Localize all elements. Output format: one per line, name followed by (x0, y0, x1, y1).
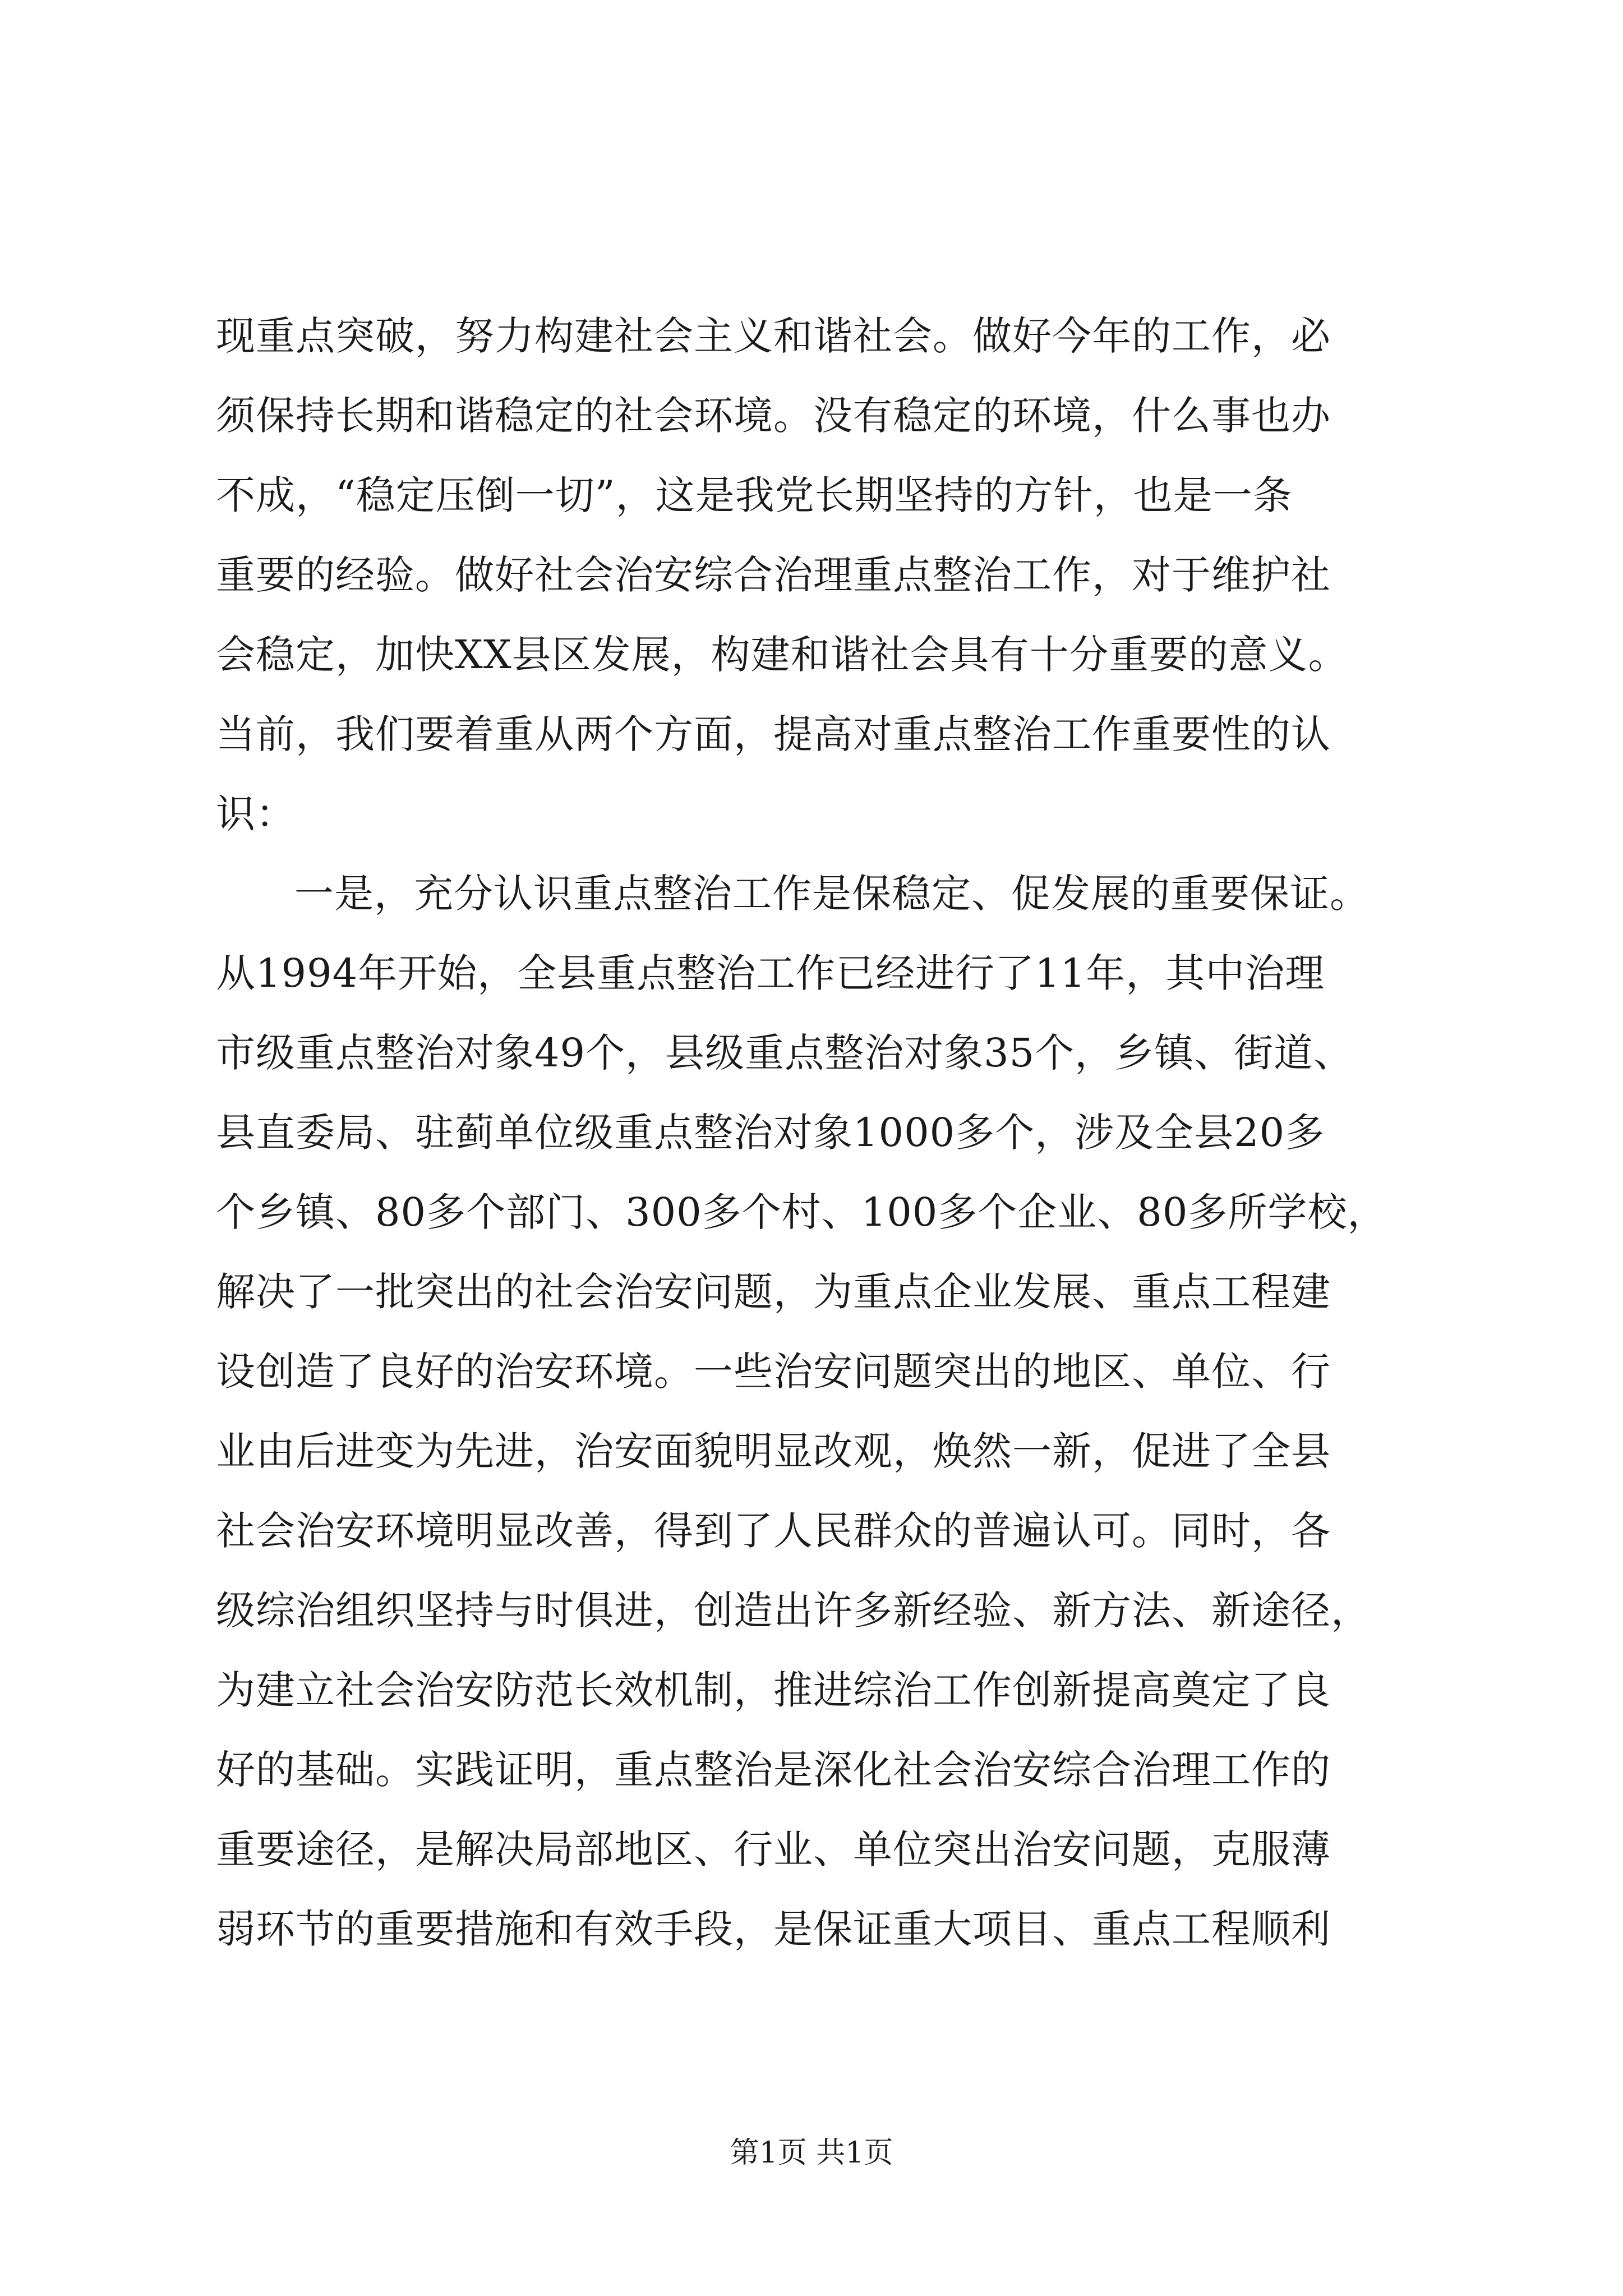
body-text (216, 296, 1416, 1969)
text-line: 好的基础。实践证明，重点整治是深化社会治安综合治理工作的 (216, 1747, 1331, 1793)
text-line: 县直委局、驻蓟单位级重点整治对象1000多个，涉及全县20多 (216, 1110, 1325, 1156)
text-line: 须保持长期和谐稳定的社会环境。没有稳定的环境，什么事也办 (216, 393, 1331, 439)
text-line: 不成，“稳定压倒一切”，这是我党长期坚持的方针，也是一条 (216, 472, 1293, 518)
text-line: 识： (216, 791, 296, 837)
text-line: 市级重点整治对象49个，县级重点整治对象35个，乡镇、街道、 (216, 1030, 1354, 1076)
text-line: 解决了一批突出的社会治安问题，为重点企业发展、重点工程建 (216, 1269, 1331, 1315)
text-line: 重要的经验。做好社会治安综合治理重点整治工作，对于维护社 (216, 552, 1331, 598)
text-line: 重要途径，是解决局部地区、行业、单位突出治安问题，克服薄 (216, 1826, 1331, 1872)
text-line: 社会治安环境明显改善，得到了人民群众的普遍认可。同时，各 (216, 1508, 1331, 1554)
text-line: 从1994年开始，全县重点整治工作已经进行了11年，其中治理 (216, 950, 1325, 996)
page-footer: 第1页 共1页 (730, 2136, 893, 2170)
text-line: 会稳定，加快XX县区发展，构建和谐社会具有十分重要的意义。 (216, 632, 1348, 678)
text-line-indented: 一是，充分认识重点整治工作是保稳定、促发展的重要保证。 (294, 871, 1370, 917)
text-line: 当前，我们要着重从两个方面，提高对重点整治工作重要性的认 (216, 711, 1331, 757)
text-line: 设创造了良好的治安环境。一些治安问题突出的地区、单位、行 (216, 1349, 1331, 1395)
text-line: 个乡镇、80多个部门、300多个村、100多个企业、80多所学校， (216, 1189, 1387, 1235)
text-line: 业由后进变为先进，治安面貌明显改观，焕然一新，促进了全县 (216, 1428, 1331, 1474)
text-line: 现重点突破，努力构建社会主义和谐社会。做好今年的工作，必 (216, 313, 1331, 359)
text-line: 弱环节的重要措施和有效手段，是保证重大项目、重点工程顺利 (216, 1906, 1331, 1952)
text-line: 级综治组织坚持与时俱进，创造出许多新经验、新方法、新途径， (216, 1588, 1371, 1634)
text-line: 为建立社会治安防范长效机制，推进综治工作创新提高奠定了良 (216, 1667, 1331, 1713)
